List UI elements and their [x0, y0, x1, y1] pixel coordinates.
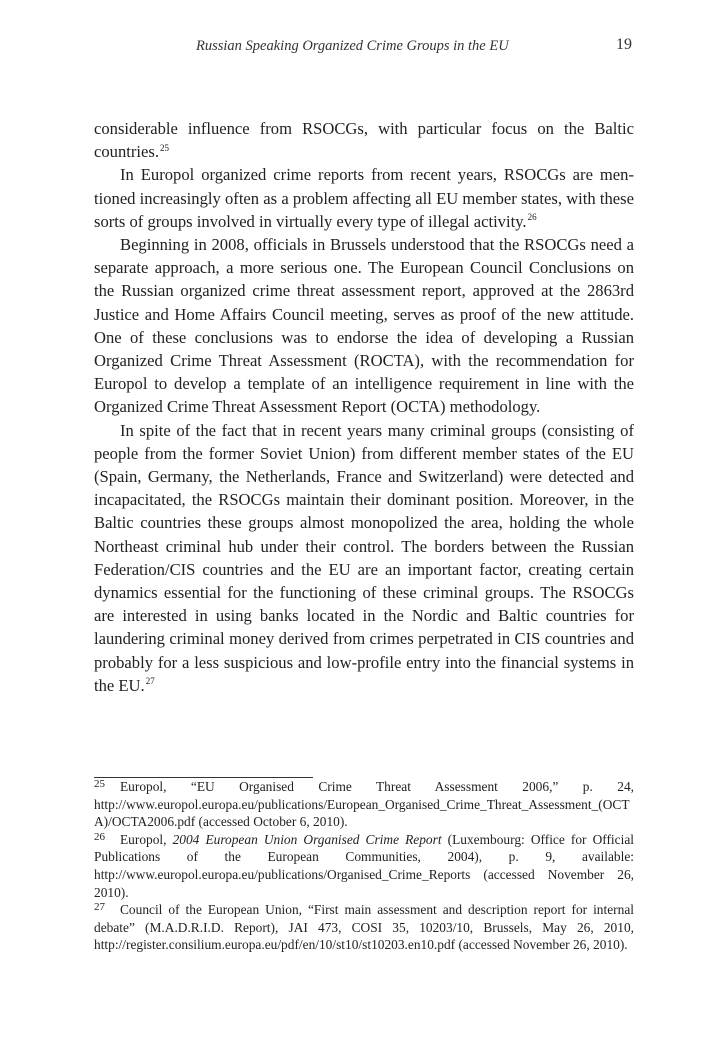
footnote-ref-25: 25	[159, 142, 169, 153]
footnote-text: Council of the European Union, “First main assessment and description report for internal debate” (M.A.D.R.I.D. Report), JAI 473, COSI 35, 10203/10, Brussels, May 26, 2010, http://register.consilium.europa.eu/pdf/en/10/st10/st10203.en10.pdf (accessed November 26, 2010).	[94, 902, 634, 953]
footnotes	[94, 778, 634, 954]
page-header	[0, 38, 728, 62]
footnote-25	[94, 778, 634, 831]
footnote-title: 2004 European Union Organised Crime Report	[172, 831, 442, 847]
footnote-27	[94, 901, 634, 954]
body-text	[94, 117, 634, 697]
footnote-ref-26: 26	[527, 212, 537, 223]
footnote-26: 26 Europol, 2004 European Union Organised Crime Report (Luxembourg: Office for Official Publications of the European Communities, 2004), p. 9, available: http://www.europol.europa.eu/publications/Organised_Crime_Reports (accessed November 26, 2010).	[94, 830, 634, 900]
running-title: Russian Speaking Organized Crime Groups in the EU	[196, 38, 509, 54]
paragraph-4: In spite of the fact that in recent years many criminal groups (consisting of people from the former Soviet Union) from different member states of the EU (Spain, Germany, the Netherlands, France and Switzerland) were detected and incapacitated, the RSOCGs maintain their dominant position. Moreover, in the Baltic countries these groups almost monopolized the area, holding the whole Northeast criminal hub under their control. The borders between the Russian Federation/CIS countries and the EU are an important factor, creating certain dynamics essential for the functioning of these criminal groups. The RSOCGs are interested in using banks located in the Nordic and Baltic countries for laundering criminal money derived from crimes perpetrated in CIS countries and probably for a less suspicious and low-profile entry into the financial systems in the EU.$^{27}$	[94, 420, 634, 695]
footnote-number: 25	[94, 778, 105, 790]
page-number: 19	[616, 36, 632, 53]
footnote-ref-27: 27	[145, 676, 155, 687]
paragraph-2: In Europol organized crime reports from recent years, RSOCGs are mentioned increasingly often as a problem affecting all EU member states, with these sorts of groups involved in virtually every type of illegal activity.$^{26}$	[94, 165, 634, 231]
paragraph-1: considerable influence from RSOCGs, with particular focus on the Baltic countries.$^{25}$	[94, 119, 634, 162]
footnote-number: 27	[94, 901, 105, 914]
footnote-number: 26	[94, 830, 105, 843]
paragraph-3: Beginning in 2008, officials in Brussels understood that the RSOCGs need a separate approach, a more serious one. The European Council Conclusions on the Russian organized crime threat assessment report, approved at the 2863rd Justice and Home Affairs Council meeting, serves as proof of the new attitude. One of these conclusions was to endorse the idea of developing a Russian Organized Crime Threat Assessment (ROCTA), with the recommendation for Europol to develop a template of an intelligence requirement in line with the Organized Crime Threat Assessment Report (OCTA) methodology.	[94, 235, 634, 417]
footnote-text: Europol, “EU Organised Crime Threat Assessment 2006,” p. 24, http://www.europol.europa.eu/publications/European_Organised_Crime_Threat_Assessment_(OCTA)/OCTA2006.pdf (accessed October 6, 2010).	[94, 779, 634, 830]
